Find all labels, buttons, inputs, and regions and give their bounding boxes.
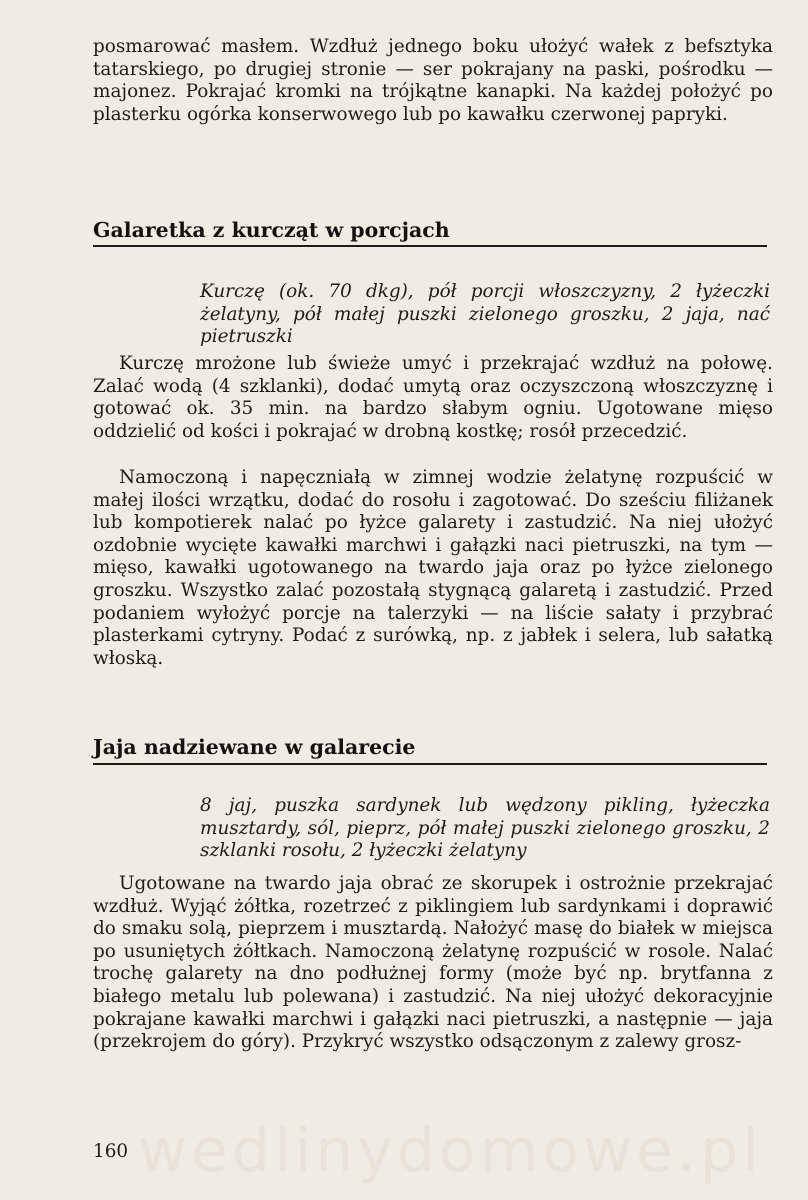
ingredients-galaretka: Kurczę (ok. 70 dkg), pół porcji włoszczyzny, 2 łyżeczki żelatyny, pół małej puszki zielonego groszku, 2 jaja, nać pietruszki — [200, 281, 770, 348]
section-rule-2 — [93, 763, 767, 765]
top-paragraph: posmarować masłem. Wzdłuż jednego boku ułożyć wałek z befsztyka tatarskiego, po drugiej stronie — ser pokrajany na paski, pośrodku — majonez. Pokrajać kromki na trójkątne kanapki. Na każdej położyć po plasterku ogórka konserwowego lub po kawałku czerwonej papryki. — [93, 36, 773, 125]
instructions-galaretka-2: Namoczoną i napęczniałą w zimnej wodzie żelatynę rozpuścić w małej ilości wrzątku, dodać do rosołu i zagotować. Do sześciu filiżanek lub kompotierek nalać po łyżce galarety i zastudzić. Na niej ułożyć ozdobnie wycięte kawałki marchwi i gałązki naci pietruszki, na tym — mięso, kawałki ugotowanego na twardo jaja oraz po łyżce zielonego groszku. Wszystko zalać pozostałą stygnącą galaretą i zastudzić. Przed podaniem wyłożyć porcje na talerzyki — na liście sałaty i przybrać plasterkami cytryny. Podać z surówką, np. z jabłek i selera, lub sałatką włoską. — [93, 467, 773, 669]
page-number: 160 — [93, 1141, 129, 1162]
instructions-galaretka-1: Kurczę mrożone lub świeże umyć i przekrajać wzdłuż na połowę. Zalać wodą (4 szklanki), dodać umytą oraz oczyszczoną włoszczyznę i gotować ok. 35 min. na bardzo słabym ogniu. Ugotowane mięso oddzielić od kości i pokrajać w drobną kostkę; rosół przecedzić. — [93, 353, 773, 442]
ingredients-jaja: 8 jaj, puszka sardynek lub wędzony pikling, łyżeczka musztardy, sól, pieprz, pół małej puszki zielonego groszku, 2 szklanki rosołu, 2 łyżeczki żelatyny — [200, 795, 770, 862]
section-title-jaja: Jaja nadziewane w galarecie — [93, 735, 416, 759]
instructions-jaja: Ugotowane na twardo jaja obrać ze skorupek i ostrożnie przekrajać wzdłuż. Wyjąć żółtka, rozetrzeć z piklingiem lub sardynkami i doprawić do smaku solą, pieprzem i musztardą. Nałożyć masę do białek w miejsca po usuniętych żółtkach. Namoczoną żelatynę rozpuścić w rosole. Nalać trochę galarety na dno podłużnej formy (może być np. brytfanna z białego metalu lub polewana) i zastudzić. Na niej ułożyć dekoracyjnie pokrajane kawałki marchwi i gałązki naci pietruszki, a następnie — jaja (przekrojem do góry). Przykryć wszystko odsączonym z zalewy grosz- — [93, 873, 773, 1053]
watermark-text: wedlinydomowe.pl — [138, 1116, 763, 1186]
section-rule-1 — [93, 245, 767, 247]
section-title-galaretka: Galaretka z kurcząt w porcjach — [93, 218, 450, 242]
